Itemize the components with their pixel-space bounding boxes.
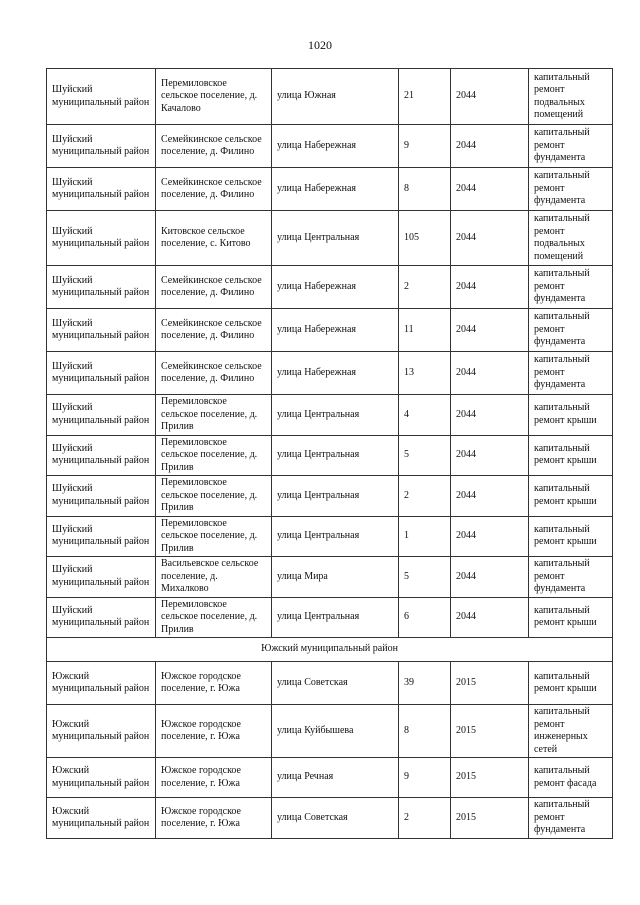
table-row [47, 309, 613, 352]
district-cell: Шуйский муниципальный район [47, 597, 156, 638]
year-cell: 2044 [451, 168, 529, 211]
house-number-cell: 2 [399, 266, 451, 309]
work-type-cell: капитальный ремонт крыши [529, 662, 613, 705]
house-number-cell: 11 [399, 309, 451, 352]
year-cell: 2044 [451, 516, 529, 557]
street-cell: улица Мира [272, 557, 399, 598]
district-cell: Шуйский муниципальный район [47, 476, 156, 517]
year-cell: 2044 [451, 435, 529, 476]
settlement-cell: Семейкинское сельское поселение, д. Филино [156, 352, 272, 395]
work-type-cell: капитальный ремонт крыши [529, 516, 613, 557]
settlement-cell: Васильевское сельское поселение, д. Михалково [156, 557, 272, 598]
settlement-cell: Перемиловское сельское поселение, д. Прилив [156, 597, 272, 638]
street-cell: улица Набережная [272, 352, 399, 395]
district-cell: Южский муниципальный район [47, 758, 156, 798]
street-cell: улица Центральная [272, 395, 399, 436]
year-cell: 2044 [451, 395, 529, 436]
district-cell: Южский муниципальный район [47, 662, 156, 705]
house-number-cell: 6 [399, 597, 451, 638]
work-type-cell: капитальный ремонт фундамента [529, 557, 613, 598]
street-cell: улица Центральная [272, 597, 399, 638]
house-number-cell: 2 [399, 798, 451, 839]
table-row [47, 125, 613, 168]
work-type-cell: капитальный ремонт фундамента [529, 352, 613, 395]
house-number-cell: 5 [399, 435, 451, 476]
street-cell: улица Набережная [272, 266, 399, 309]
house-number-cell: 9 [399, 125, 451, 168]
district-cell: Южский муниципальный район [47, 798, 156, 839]
year-cell: 2044 [451, 309, 529, 352]
settlement-cell: Перемиловское сельское поселение, д. Прилив [156, 516, 272, 557]
street-cell: улица Советская [272, 662, 399, 705]
table-row [47, 516, 613, 557]
table-row [47, 435, 613, 476]
table-row [47, 557, 613, 598]
house-number-cell: 2 [399, 476, 451, 517]
district-cell: Шуйский муниципальный район [47, 309, 156, 352]
settlement-cell: Южское городское поселение, г. Южа [156, 662, 272, 705]
settlement-cell: Южское городское поселение, г. Южа [156, 705, 272, 758]
year-cell: 2015 [451, 798, 529, 839]
settlement-cell: Южское городское поселение, г. Южа [156, 798, 272, 839]
district-cell: Шуйский муниципальный район [47, 395, 156, 436]
district-cell: Шуйский муниципальный район [47, 69, 156, 125]
district-cell: Южский муниципальный район [47, 705, 156, 758]
table-row [47, 597, 613, 638]
settlement-cell: Китовское сельское поселение, с. Китово [156, 211, 272, 266]
work-type-cell: капитальный ремонт фундамента [529, 309, 613, 352]
settlement-cell: Семейкинское сельское поселение, д. Филино [156, 125, 272, 168]
work-type-cell: капитальный ремонт крыши [529, 395, 613, 436]
street-cell: улица Центральная [272, 211, 399, 266]
table-row [47, 798, 613, 839]
section-header-row [47, 638, 613, 662]
house-number-cell: 8 [399, 705, 451, 758]
settlement-cell: Семейкинское сельское поселение, д. Филино [156, 168, 272, 211]
settlement-cell: Семейкинское сельское поселение, д. Филино [156, 309, 272, 352]
house-number-cell: 13 [399, 352, 451, 395]
street-cell: улица Набережная [272, 168, 399, 211]
table-row [47, 69, 613, 125]
street-cell: улица Набережная [272, 309, 399, 352]
settlement-cell: Перемиловское сельское поселение, д. Качалово [156, 69, 272, 125]
work-type-cell: капитальный ремонт крыши [529, 435, 613, 476]
work-type-cell: капитальный ремонт подвальных помещений [529, 69, 613, 125]
year-cell: 2044 [451, 69, 529, 125]
table-row [47, 168, 613, 211]
work-type-cell: капитальный ремонт фундамента [529, 168, 613, 211]
work-type-cell: капитальный ремонт фундамента [529, 125, 613, 168]
table-row [47, 211, 613, 266]
table-row [47, 758, 613, 798]
district-cell: Шуйский муниципальный район [47, 516, 156, 557]
house-number-cell: 1 [399, 516, 451, 557]
year-cell: 2044 [451, 476, 529, 517]
district-cell: Шуйский муниципальный район [47, 125, 156, 168]
work-type-cell: капитальный ремонт крыши [529, 597, 613, 638]
table-row [47, 266, 613, 309]
district-cell: Шуйский муниципальный район [47, 435, 156, 476]
year-cell: 2015 [451, 705, 529, 758]
district-cell: Шуйский муниципальный район [47, 168, 156, 211]
section-title: Южский муниципальный район [47, 638, 613, 662]
year-cell: 2044 [451, 597, 529, 638]
street-cell: улица Центральная [272, 435, 399, 476]
page-number: 1020 [308, 38, 332, 52]
street-cell: улица Центральная [272, 516, 399, 557]
district-cell: Шуйский муниципальный район [47, 211, 156, 266]
work-type-cell: капитальный ремонт фундамента [529, 798, 613, 839]
work-type-cell: капитальный ремонт подвальных помещений [529, 211, 613, 266]
house-number-cell: 4 [399, 395, 451, 436]
year-cell: 2044 [451, 557, 529, 598]
year-cell: 2015 [451, 758, 529, 798]
house-number-cell: 39 [399, 662, 451, 705]
table-row [47, 705, 613, 758]
house-number-cell: 21 [399, 69, 451, 125]
settlement-cell: Перемиловское сельское поселение, д. Прилив [156, 435, 272, 476]
house-number-cell: 105 [399, 211, 451, 266]
house-number-cell: 9 [399, 758, 451, 798]
year-cell: 2044 [451, 211, 529, 266]
table-row [47, 476, 613, 517]
house-number-cell: 8 [399, 168, 451, 211]
street-cell: улица Центральная [272, 476, 399, 517]
district-cell: Шуйский муниципальный район [47, 266, 156, 309]
street-cell: улица Советская [272, 798, 399, 839]
settlement-cell: Южское городское поселение, г. Южа [156, 758, 272, 798]
street-cell: улица Южная [272, 69, 399, 125]
year-cell: 2044 [451, 352, 529, 395]
repair-schedule-table [46, 68, 613, 839]
year-cell: 2044 [451, 125, 529, 168]
year-cell: 2015 [451, 662, 529, 705]
work-type-cell: капитальный ремонт инженерных сетей [529, 705, 613, 758]
street-cell: улица Речная [272, 758, 399, 798]
house-number-cell: 5 [399, 557, 451, 598]
year-cell: 2044 [451, 266, 529, 309]
settlement-cell: Семейкинское сельское поселение, д. Филино [156, 266, 272, 309]
table-row [47, 662, 613, 705]
settlement-cell: Перемиловское сельское поселение, д. Прилив [156, 395, 272, 436]
district-cell: Шуйский муниципальный район [47, 557, 156, 598]
settlement-cell: Перемиловское сельское поселение, д. Прилив [156, 476, 272, 517]
table-row [47, 352, 613, 395]
table-row [47, 395, 613, 436]
street-cell: улица Набережная [272, 125, 399, 168]
work-type-cell: капитальный ремонт фасада [529, 758, 613, 798]
work-type-cell: капитальный ремонт фундамента [529, 266, 613, 309]
work-type-cell: капитальный ремонт крыши [529, 476, 613, 517]
street-cell: улица Куйбышева [272, 705, 399, 758]
district-cell: Шуйский муниципальный район [47, 352, 156, 395]
